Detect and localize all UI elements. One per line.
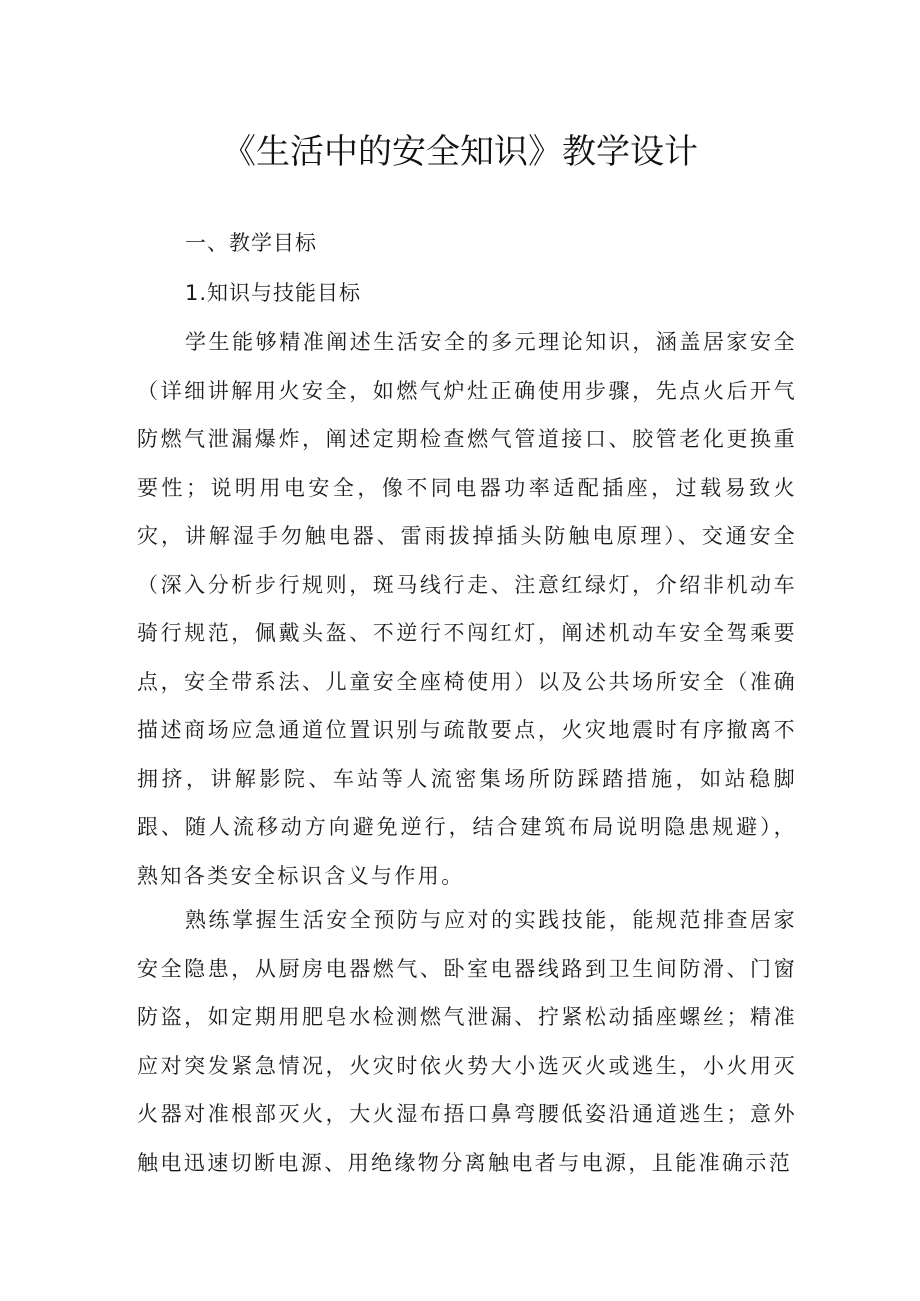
section-heading: 一、教学目标 [185,231,317,255]
document-title: 《生活中的安全知识》教学设计 [222,132,698,172]
subsection-heading: 1.知识与技能目标 [185,281,362,305]
paragraph-skills: 熟练掌握生活安全预防与应对的实践技能，能规范排查居家安全隐患，从厨房电器燃气、卧室电器线路到卫生间防滑、门窗防盗，如定期用肥皂水检测燃气泄漏、拧紧松动插座螺丝；精准应对突发紧急情况，火灾时依火势大小选灭火或逃生，小火用灭火器对准根部灭火，大火湿布捂口鼻弯腰低姿沿通道逃生；意外触电迅速切断电源、用绝缘物分离触电者与电源，且能准确示范 [137,908,797,1175]
paragraph-knowledge: 学生能够精准阐述生活安全的多元理论知识，涵盖居家安全（详细讲解用火安全，如燃气炉灶正确使用步骤，先点火后开气防燃气泄漏爆炸，阐述定期检查燃气管道接口、胶管老化更换重要性；说明用电安全，像不同电器功率适配插座，过载易致火灾，讲解湿手勿触电器、雷雨拔掉插头防触电原理）、交通安全（深入分析步行规则，斑马线行走、注意红绿灯，介绍非机动车骑行规范，佩戴头盔、不逆行不闯红灯，阐述机动车安全驾乘要点，安全带系法、儿童安全座椅使用）以及公共场所安全（准确描述商场应急通道位置识别与疏散要点，火灾地震时有序撤离不拥挤，讲解影院、车站等人流密集场所防踩踏措施，如站稳脚跟、随人流移动方向避免逆行，结合建筑布局说明隐患规避），熟知各类安全标识含义与作用。 [137,330,797,888]
